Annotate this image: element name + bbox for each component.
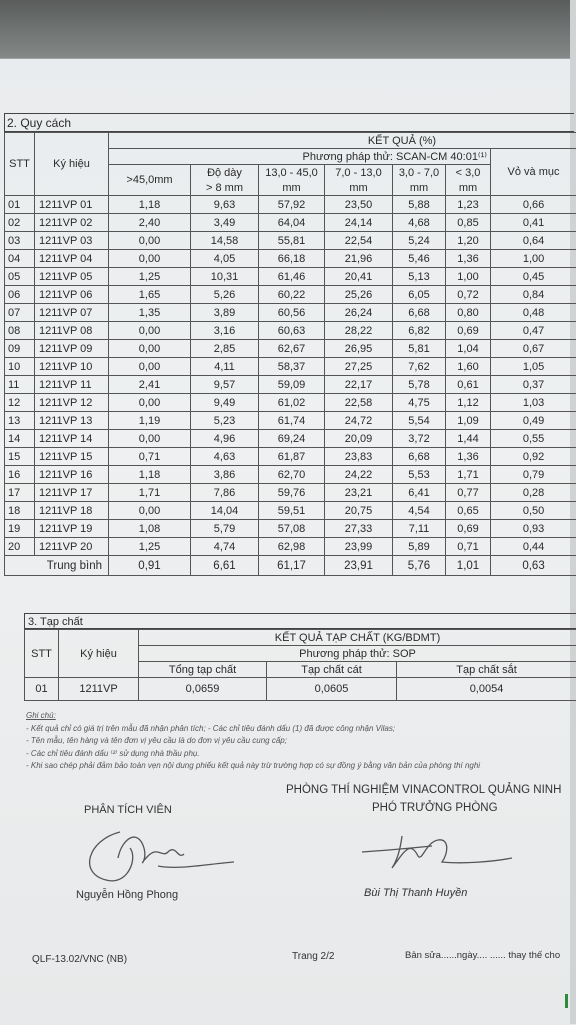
cell-value: 7,62	[393, 358, 446, 376]
cell-value: 4,96	[191, 430, 259, 448]
cell-value: 1,00	[446, 268, 491, 286]
cell-value: 1,08	[109, 520, 191, 538]
cell-value: 4,68	[393, 214, 446, 232]
note-line: - Kết quả chỉ có giá trị trên mẫu đã nhận phân tích; - Các chỉ tiêu đánh dấu (1) đã được công nhận Vilas;	[26, 723, 576, 736]
cell-value: 0,71	[109, 448, 191, 466]
cell-value: 5,79	[191, 520, 259, 538]
form-code: QLF-13.02/VNC (NB)	[32, 954, 127, 965]
cell-value: 2,40	[109, 214, 191, 232]
deputy-title: PHÓ TRƯỞNG PHÒNG	[372, 802, 498, 814]
cell-value: 59,09	[259, 376, 325, 394]
cell-value: 0,41	[491, 214, 576, 232]
table-row	[5, 304, 576, 322]
cell-stt: 14	[5, 430, 35, 448]
cell-value: 0,84	[491, 286, 576, 304]
cell-value: 6,05	[393, 286, 446, 304]
cell-value: 1,25	[109, 538, 191, 556]
cell-value: 0,71	[446, 538, 491, 556]
average-cell: 23,91	[325, 556, 393, 576]
cell-value: 1,20	[446, 232, 491, 250]
cell-value: 10,31	[191, 268, 259, 286]
cell-value: 5,78	[393, 376, 446, 394]
cell-value: 0,47	[491, 322, 576, 340]
cell-value: 5,89	[393, 538, 446, 556]
cell-value: 24,22	[325, 466, 393, 484]
table-row	[5, 268, 576, 286]
cell-value: 3,86	[191, 466, 259, 484]
cell-value: 0,48	[491, 304, 576, 322]
cell-ky-hieu: 1211VP 03	[35, 232, 109, 250]
average-cell: 0,63	[491, 556, 576, 576]
cell-value: 20,09	[325, 430, 393, 448]
cell-ky-hieu: 1211VP 10	[35, 358, 109, 376]
cell-value: 2,85	[191, 340, 259, 358]
cell-value: 5,88	[393, 196, 446, 214]
cell-value: 0,72	[446, 286, 491, 304]
cell-value: 20,41	[325, 268, 393, 286]
cell-value: 5,46	[393, 250, 446, 268]
table-row	[5, 538, 576, 556]
cell-ky-hieu: 1211VP 15	[35, 448, 109, 466]
analyst-signature	[58, 818, 248, 896]
cell-stt: 09	[5, 340, 35, 358]
table-row	[5, 250, 576, 268]
cell-ky-hieu: 1211VP 19	[35, 520, 109, 538]
page-number: Trang 2/2	[292, 951, 334, 962]
average-row	[5, 556, 576, 576]
cell-value: 0,37	[491, 376, 576, 394]
cell-stt: 20	[5, 538, 35, 556]
cell-stt: 16	[5, 466, 35, 484]
cell-value: 0,67	[491, 340, 576, 358]
cell-stt: 04	[5, 250, 35, 268]
cell-value: 1,36	[446, 250, 491, 268]
deputy-signature	[352, 822, 522, 882]
cell-value: 5,13	[393, 268, 446, 286]
cell-value: 1,71	[109, 484, 191, 502]
cell-value: 66,18	[259, 250, 325, 268]
cell-stt: 05	[5, 268, 35, 286]
cell-value: 20,75	[325, 502, 393, 520]
cell-stt: 18	[5, 502, 35, 520]
header-unit: mm	[259, 180, 325, 196]
cell-value: 1,60	[446, 358, 491, 376]
cell-value: 0,00	[109, 358, 191, 376]
cell-value: 60,22	[259, 286, 325, 304]
note-line: - Các chỉ tiêu đánh dấu ⁽²⁾ sử dụng nhà thầu phụ.	[26, 748, 576, 761]
cell-value: 21,96	[325, 250, 393, 268]
cell-value: 0,00	[109, 502, 191, 520]
cell-value: 64,04	[259, 214, 325, 232]
cell-value: 1,18	[109, 466, 191, 484]
table-row	[5, 520, 576, 538]
cell-value: 0,00	[109, 394, 191, 412]
header-ket-qua: KẾT QUẢ (%)	[109, 133, 576, 149]
cell-ky-hieu: 1211VP 02	[35, 214, 109, 232]
cell-value: 5,54	[393, 412, 446, 430]
cell-stt: 12	[5, 394, 35, 412]
cell-value: 0,28	[491, 484, 576, 502]
cell-value: 1,19	[109, 412, 191, 430]
table-row	[5, 286, 576, 304]
header-ket-qua-tap-chat: KẾT QUẢ TẠP CHẤT (KG/BDMT)	[139, 630, 576, 646]
cell-value: 0,79	[491, 466, 576, 484]
cell-tong: 0,0659	[139, 678, 267, 701]
cell-value: 6,41	[393, 484, 446, 502]
header-stt: STT	[25, 630, 59, 678]
table-row	[5, 502, 576, 520]
table-row	[5, 358, 576, 376]
cell-value: 23,99	[325, 538, 393, 556]
cell-stt: 10	[5, 358, 35, 376]
cell-value: 0,93	[491, 520, 576, 538]
cell-value: 0,45	[491, 268, 576, 286]
cell-ky-hieu: 1211VP 07	[35, 304, 109, 322]
cell-stt: 13	[5, 412, 35, 430]
cell-stt: 08	[5, 322, 35, 340]
cell-value: 0,92	[491, 448, 576, 466]
cell-ky-hieu: 1211VP 11	[35, 376, 109, 394]
header-col-lt3: < 3,0	[446, 165, 491, 181]
cell-cat: 0,0605	[267, 678, 397, 701]
cell-ky-hieu: 1211VP 20	[35, 538, 109, 556]
cell-value: 0,65	[446, 502, 491, 520]
cell-value: 14,58	[191, 232, 259, 250]
cell-value: 1,44	[446, 430, 491, 448]
cell-stt: 03	[5, 232, 35, 250]
table-row	[5, 322, 576, 340]
table-row	[5, 340, 576, 358]
header-tap-chat-cat: Tạp chất cát	[267, 662, 397, 678]
cell-ky-hieu: 1211VP 01	[35, 196, 109, 214]
cell-value: 60,63	[259, 322, 325, 340]
cell-value: 55,81	[259, 232, 325, 250]
cell-value: 24,72	[325, 412, 393, 430]
cell-value: 0,00	[109, 232, 191, 250]
cell-value: 6,68	[393, 448, 446, 466]
cell-value: 1,71	[446, 466, 491, 484]
cell-value: 1,00	[491, 250, 576, 268]
cell-stt: 11	[5, 376, 35, 394]
cell-value: 4,75	[393, 394, 446, 412]
cell-ky-hieu: 1211VP 06	[35, 286, 109, 304]
table-row	[5, 376, 576, 394]
revision-note: Bản sửa......ngày.... ...... thay thế cho	[405, 950, 560, 961]
cell-value: 2,41	[109, 376, 191, 394]
cell-stt: 01	[25, 678, 59, 701]
cell-value: 61,46	[259, 268, 325, 286]
cell-stt: 17	[5, 484, 35, 502]
impurity-results-table	[24, 629, 576, 701]
cell-value: 5,53	[393, 466, 446, 484]
table-row	[5, 232, 576, 250]
cell-ky-hieu: 1211VP 08	[35, 322, 109, 340]
cell-value: 0,69	[446, 322, 491, 340]
table-row	[5, 394, 576, 412]
cell-value: 6,68	[393, 304, 446, 322]
cell-stt: 07	[5, 304, 35, 322]
cell-value: 0,44	[491, 538, 576, 556]
average-cell: 5,76	[393, 556, 446, 576]
cell-ky-hieu: 1211VP	[59, 678, 139, 701]
header-unit: mm	[325, 180, 393, 196]
cell-value: 4,05	[191, 250, 259, 268]
cell-value: 27,25	[325, 358, 393, 376]
cell-value: 0,80	[446, 304, 491, 322]
header-unit: > 8 mm	[191, 180, 259, 196]
cell-value: 62,67	[259, 340, 325, 358]
cell-ky-hieu: 1211VP 05	[35, 268, 109, 286]
cell-value: 59,51	[259, 502, 325, 520]
cell-value: 0,00	[109, 250, 191, 268]
table-row	[25, 678, 576, 701]
cell-value: 1,09	[446, 412, 491, 430]
average-cell: 1,01	[446, 556, 491, 576]
note-line: - Tên mẫu, tên hàng và tên đơn vị yêu cầu là do đơn vị yêu cầu cung cấp;	[26, 735, 576, 748]
cell-value: 0,49	[491, 412, 576, 430]
cell-ky-hieu: 1211VP 09	[35, 340, 109, 358]
cell-value: 1,18	[109, 196, 191, 214]
header-col-45: >45,0mm	[109, 165, 191, 196]
cell-value: 7,86	[191, 484, 259, 502]
table-row	[5, 196, 576, 214]
cell-stt: 06	[5, 286, 35, 304]
dimension-results-table	[4, 132, 576, 576]
cell-value: 9,63	[191, 196, 259, 214]
cell-value: 69,24	[259, 430, 325, 448]
cell-value: 6,82	[393, 322, 446, 340]
cell-value: 5,26	[191, 286, 259, 304]
cell-stt: 02	[5, 214, 35, 232]
header-col-3-7: 3,0 - 7,0	[393, 165, 446, 181]
cell-value: 4,54	[393, 502, 446, 520]
cell-value: 3,49	[191, 214, 259, 232]
cell-value: 1,25	[109, 268, 191, 286]
table-row	[5, 430, 576, 448]
cell-value: 0,55	[491, 430, 576, 448]
table-body	[5, 196, 576, 556]
cell-value: 0,00	[109, 340, 191, 358]
analyst-title: PHÂN TÍCH VIÊN	[84, 804, 172, 816]
cell-value: 0,66	[491, 196, 576, 214]
header-ky-hieu: Ký hiệu	[35, 133, 109, 196]
cell-value: 61,87	[259, 448, 325, 466]
cell-value: 1,23	[446, 196, 491, 214]
cell-ky-hieu: 1211VP 17	[35, 484, 109, 502]
cell-value: 61,02	[259, 394, 325, 412]
cell-value: 1,36	[446, 448, 491, 466]
table-row	[5, 466, 576, 484]
table-row	[5, 214, 576, 232]
section-3-title: 3. Tạp chất	[24, 613, 576, 629]
header-tap-chat-sat: Tạp chất sắt	[397, 662, 576, 678]
cell-value: 27,33	[325, 520, 393, 538]
cell-ky-hieu: 1211VP 04	[35, 250, 109, 268]
cell-value: 23,50	[325, 196, 393, 214]
cell-value: 0,50	[491, 502, 576, 520]
cell-value: 57,92	[259, 196, 325, 214]
cell-value: 9,49	[191, 394, 259, 412]
cell-value: 62,70	[259, 466, 325, 484]
table-row	[5, 448, 576, 466]
header-stt: STT	[5, 133, 35, 196]
cell-value: 4,74	[191, 538, 259, 556]
header-tong-tap-chat: Tổng tạp chất	[139, 662, 267, 678]
header-unit: mm	[393, 180, 446, 196]
cell-ky-hieu: 1211VP 18	[35, 502, 109, 520]
cell-value: 58,37	[259, 358, 325, 376]
cell-value: 4,63	[191, 448, 259, 466]
section-2-title: 2. Quy cách	[4, 113, 574, 132]
cell-value: 5,24	[393, 232, 446, 250]
cell-stt: 19	[5, 520, 35, 538]
cell-value: 23,21	[325, 484, 393, 502]
cell-ky-hieu: 1211VP 12	[35, 394, 109, 412]
cell-value: 7,11	[393, 520, 446, 538]
cell-value: 0,00	[109, 430, 191, 448]
green-marker	[565, 994, 568, 1008]
header-col-7-13: 7,0 - 13,0	[325, 165, 393, 181]
lab-name: PHÒNG THÍ NGHIỆM VINACONTROL QUẢNG NINH	[286, 784, 561, 796]
table-row	[5, 484, 576, 502]
average-cell: 0,91	[109, 556, 191, 576]
cell-value: 26,24	[325, 304, 393, 322]
cell-value: 1,65	[109, 286, 191, 304]
header-method: Phương pháp thử: SOP	[139, 646, 576, 662]
cell-ky-hieu: 1211VP 14	[35, 430, 109, 448]
cell-value: 3,72	[393, 430, 446, 448]
cell-value: 23,83	[325, 448, 393, 466]
header-col-13-45: 13,0 - 45,0	[259, 165, 325, 181]
cell-value: 1,12	[446, 394, 491, 412]
cell-value: 3,89	[191, 304, 259, 322]
deputy-name: Bùi Thị Thanh Huyền	[364, 887, 467, 899]
cell-value: 1,05	[491, 358, 576, 376]
cell-value: 3,16	[191, 322, 259, 340]
notes-title: Ghi chú:	[26, 710, 576, 723]
cell-value: 4,11	[191, 358, 259, 376]
cell-value: 60,56	[259, 304, 325, 322]
average-label: Trung bình	[5, 556, 109, 576]
cell-value: 57,08	[259, 520, 325, 538]
cell-value: 9,57	[191, 376, 259, 394]
cell-value: 28,22	[325, 322, 393, 340]
cell-value: 1,03	[491, 394, 576, 412]
header-col-vo-muc: Vỏ và mục	[491, 149, 576, 196]
note-line: - Khi sao chép phải đảm bảo toàn vẹn nội dung phiếu kết quả này trừ trường hợp có sự đồng ý bằng văn bản của phòng thí nghi	[26, 760, 576, 773]
cell-value: 0,77	[446, 484, 491, 502]
cell-value: 22,58	[325, 394, 393, 412]
analyst-name: Nguyễn Hồng Phong	[76, 889, 178, 901]
cell-stt: 15	[5, 448, 35, 466]
notes-block	[26, 710, 576, 773]
header-ky-hieu: Ký hiệu	[59, 630, 139, 678]
cell-value: 5,23	[191, 412, 259, 430]
cell-value: 1,35	[109, 304, 191, 322]
cell-value: 25,26	[325, 286, 393, 304]
cell-ky-hieu: 1211VP 13	[35, 412, 109, 430]
table-row	[5, 412, 576, 430]
cell-value: 0,85	[446, 214, 491, 232]
cell-value: 26,95	[325, 340, 393, 358]
cell-value: 0,61	[446, 376, 491, 394]
average-cell: 6,61	[191, 556, 259, 576]
cell-value: 5,81	[393, 340, 446, 358]
header-method: Phương pháp thử: SCAN-CM 40:01⁽¹⁾	[109, 149, 491, 165]
cell-value: 24,14	[325, 214, 393, 232]
cell-value: 22,17	[325, 376, 393, 394]
cell-value: 1,04	[446, 340, 491, 358]
cell-value: 0,00	[109, 322, 191, 340]
cell-value: 0,69	[446, 520, 491, 538]
cell-value: 59,76	[259, 484, 325, 502]
cell-value: 0,64	[491, 232, 576, 250]
cell-value: 62,98	[259, 538, 325, 556]
cell-sat: 0,0054	[397, 678, 576, 701]
cell-value: 22,54	[325, 232, 393, 250]
header-unit: mm	[446, 180, 491, 196]
header-col-do-day: Độ dày	[191, 165, 259, 181]
cell-ky-hieu: 1211VP 16	[35, 466, 109, 484]
average-cell: 61,17	[259, 556, 325, 576]
cell-value: 14,04	[191, 502, 259, 520]
cell-value: 61,74	[259, 412, 325, 430]
cell-stt: 01	[5, 196, 35, 214]
